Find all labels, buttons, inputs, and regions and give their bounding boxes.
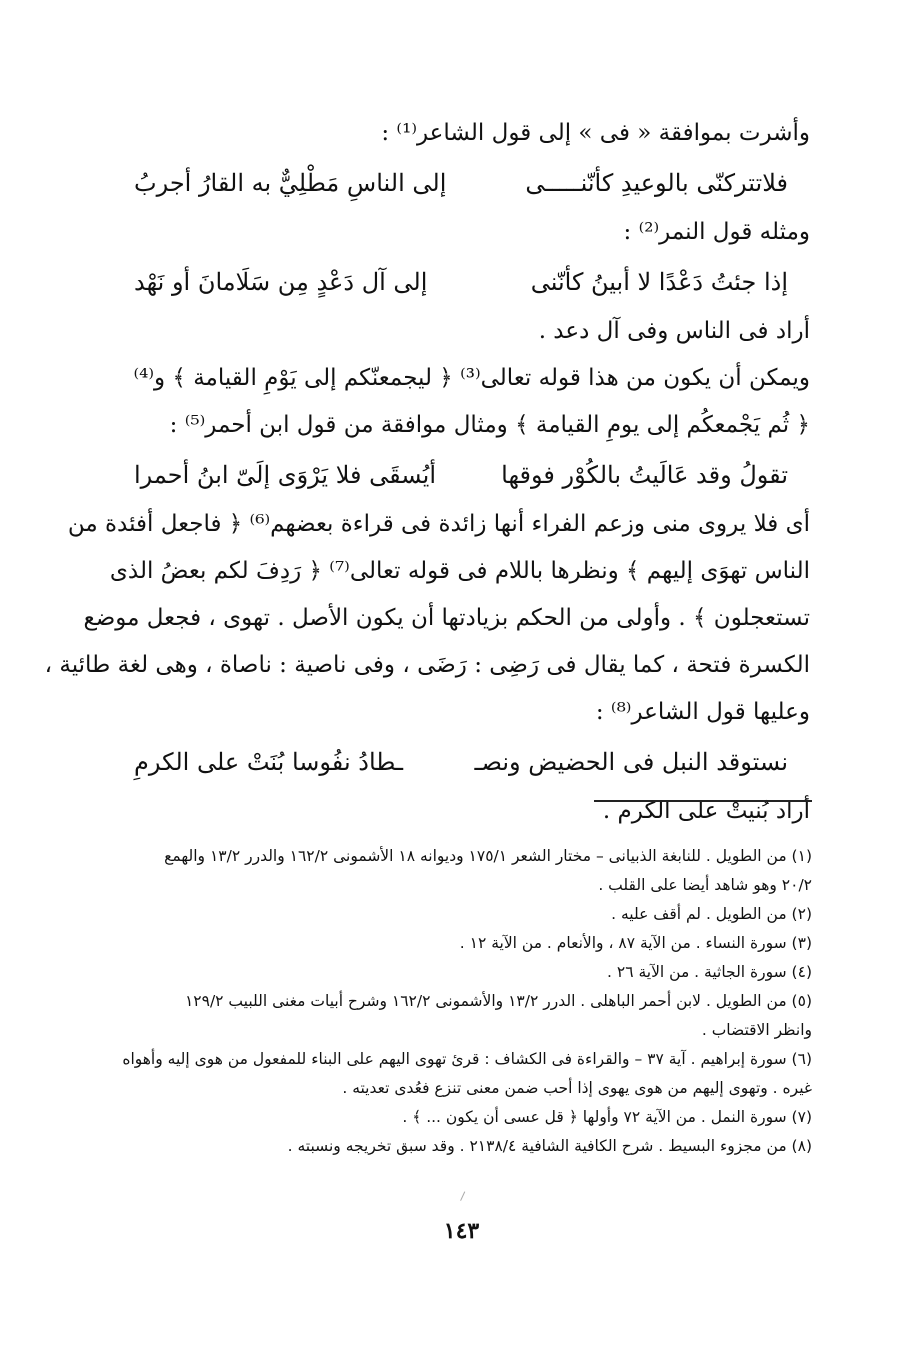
poetry-verse — [130, 736, 810, 788]
text-line: وعليها قول الشاعر⁽⁸⁾ : — [595, 699, 810, 725]
footnote-line: وانظر الاقتضاب . — [701, 1021, 812, 1039]
poetry-verse — [130, 157, 810, 209]
text-line: أراد فى الناس وفى آل دعد . — [538, 318, 810, 344]
footnote-line: (٦) سورة إبراهيم . آية ٣٧ – والقراءة فى الكشاف : قرئ تهوى اليهم على البناء للمفعول من هوى إليه وأهواه — [122, 1050, 812, 1068]
verse-first-hemistich: إذا جئتُ دَعْدًا لا أبينُ كأنّنى — [530, 268, 788, 296]
text-line: وأشرت بموافقة « فى » إلى قول الشاعر⁽¹⁾ : — [381, 120, 810, 146]
footnote-line: (٧) سورة النمل . من الآية ٧٢ وأولها ﴿ قل عسى أن يكون ... ﴾ . — [402, 1108, 812, 1126]
verse-second-hemistich: إلى الناسِ مَطْلِيٌّ به القارُ أجربُ — [134, 169, 447, 197]
text-line: أى فلا يروى منى وزعم الفراء أنها زائدة فى قراءة بعضهم⁽⁶⁾ ﴿ فاجعل أفئدة من — [67, 511, 810, 537]
footnote-divider — [594, 800, 812, 802]
main-text — [44, 110, 810, 835]
verse-second-hemistich: إلى آل دَعْدٍ مِن سَلَامانَ أو نَهْد — [134, 268, 428, 296]
footnote-line: (٥) من الطويل . لابن أحمر الباهلى . الدرر ١٣/٢ والأشمونى ١٦٢/٢ وشرح أبيات مغنى اللبيب ١٢٩/٢ — [184, 992, 812, 1010]
footnote-line: ٢٠/٢ وهو شاهد أيضا على القلب . — [598, 876, 812, 894]
text-line: الكسرة فتحة ، كما يقال فى رَضِى : رَضَى ، وفى ناصية : ناصاة ، وهى لغة طائية ، — [44, 652, 810, 678]
verse-first-hemistich: تقولُ وقد عَالَيتُ بالكُوْر فوقها — [501, 461, 788, 489]
stray-mark — [460, 1191, 469, 1202]
text-line: تستعجلون ﴾ . وأولى من الحكم بزيادتها أن يكون الأصل . تهوى ، فجعل موضع — [83, 605, 810, 631]
footnotes — [122, 842, 812, 1161]
text-line: ويمكن أن يكون من هذا قوله تعالى⁽³⁾ ﴿ ليجمعنّكم إلى يَوْمِ القيامة ﴾ و⁽⁴⁾ — [133, 365, 810, 391]
text-line: أراد بُنيتْ على الكرم . — [602, 798, 810, 824]
footnote-line: (٣) سورة النساء . من الآية ٨٧ ، والأنعام . من الآية ١٢ . — [459, 934, 812, 952]
footnote-line: غيره . وتهوى إليهم من هوى يهوى إذا أحب ضمن معنى تنزع فعُدى تعديته . — [342, 1079, 812, 1097]
footnote-line: (٢) من الطويل . لم أقف عليه . — [611, 905, 812, 923]
verse-second-hemistich: أيُسقَى فلا يَرْوَى إلَىّ ابنُ أحمرا — [134, 461, 437, 489]
text-line: ومثله قول النمر⁽²⁾ : — [623, 219, 810, 245]
text-line: الناس تهوَى إليهم ﴾ ونظرها باللام فى قوله تعالى⁽⁷⁾ ﴿ رَدِفَ لكم بعضُ الذى — [109, 558, 810, 584]
footnote-line: (١) من الطويل . للنابغة الذبيانى – مختار الشعر ١٧٥/١ وديوانه ١٨ الأشمونى ١٦٢/٢ والدرر ١٣/٢ والهمع — [164, 847, 812, 865]
verse-first-hemistich: فلاتتركنّى بالوعيدِ كأنّنـــــى — [525, 169, 788, 197]
poetry-verse — [130, 449, 810, 501]
page-number: ١٤٣ — [443, 1218, 480, 1244]
footnote-line: (٤) سورة الجاثية . من الآية ٢٦ . — [607, 963, 812, 981]
poetry-verse — [130, 256, 810, 308]
verse-first-hemistich: نستوقد النبل فى الحضيض ونصـ — [474, 748, 788, 776]
verse-second-hemistich: ـطادُ نفُوسا بُنَتْ على الكرمِ — [134, 748, 403, 776]
footnote-line: (٨) من مجزوء البسيط . شرح الكافية الشافية ٢١٣٨/٤ . وقد سبق تخريجه ونسبته . — [287, 1137, 812, 1155]
text-line: ﴿ ثُم يَجْمعكُم إلى يومِ القيامة ﴾ ومثال موافقة من قول ابن أحمر⁽⁵⁾ : — [169, 412, 810, 438]
